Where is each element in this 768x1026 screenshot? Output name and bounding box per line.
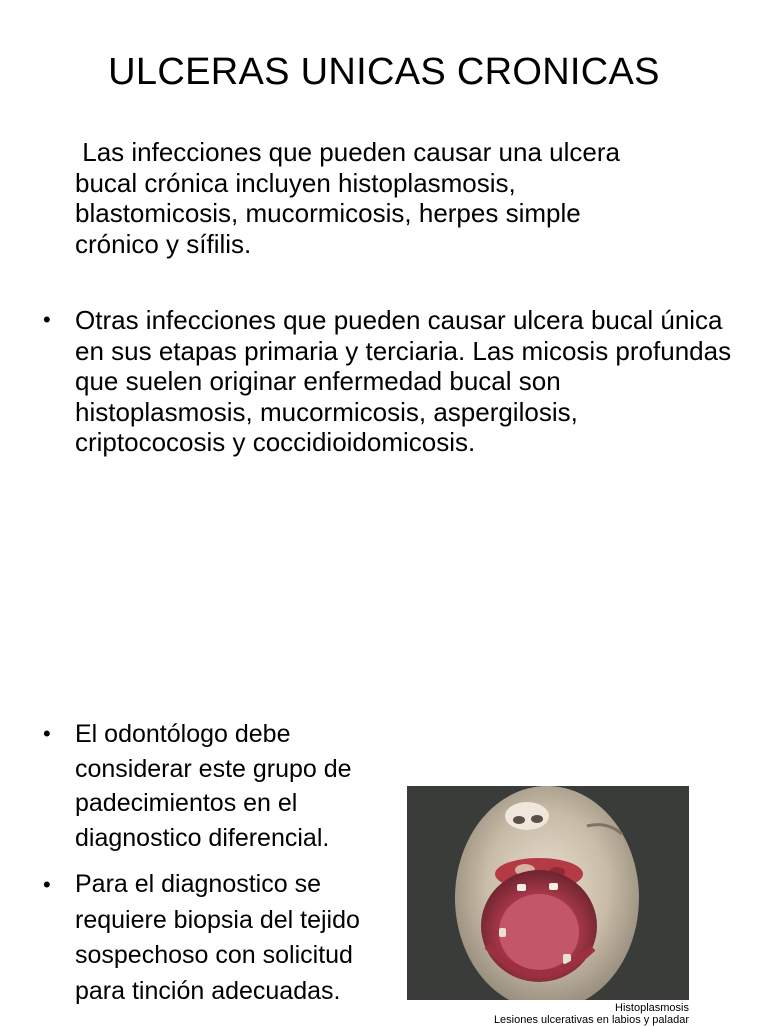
bullet-dot: • (43, 721, 51, 746)
clinical-photo-illustration (407, 786, 689, 1000)
bullet-text: Para el diagnostico se requiere biopsia del tejido sospechoso con solicitud para tinción adecuadas. (75, 870, 360, 1005)
caption-title: Histoplasmosis (615, 1002, 689, 1014)
slide-title: ULCERAS UNICAS CRONICAS (108, 51, 660, 93)
figure-caption (407, 1002, 689, 1026)
caption-subtitle: Lesiones ulcerativas en labios y paladar (493, 1014, 689, 1026)
bullet-text: El odontólogo debe considerar este grupo de padecimientos en el diagnostico diferencial. (75, 720, 352, 852)
bullet-dot: • (43, 872, 51, 897)
bullet-text: Otras infecciones que pueden causar ulcera bucal única en sus etapas primaria y terciaria. Las micosis profundas que suelen originar enfermedad bucal son histoplasmosis, mucormicosis, aspergilosis, criptococosis y coccidioidomicosis. (75, 305, 732, 457)
bullet-dot: • (43, 307, 51, 332)
bullet-item-odontologo (43, 717, 375, 855)
bullet-item-otras-infecciones (43, 305, 735, 458)
intro-paragraph: Las infecciones que pueden causar una ulcera bucal crónica incluyen histoplasmosis, blastomicosis, mucormicosis, herpes simple crónico y sífilis. (75, 137, 620, 259)
bullet-item-biopsia (43, 867, 375, 1009)
clinical-photo (407, 786, 689, 1000)
